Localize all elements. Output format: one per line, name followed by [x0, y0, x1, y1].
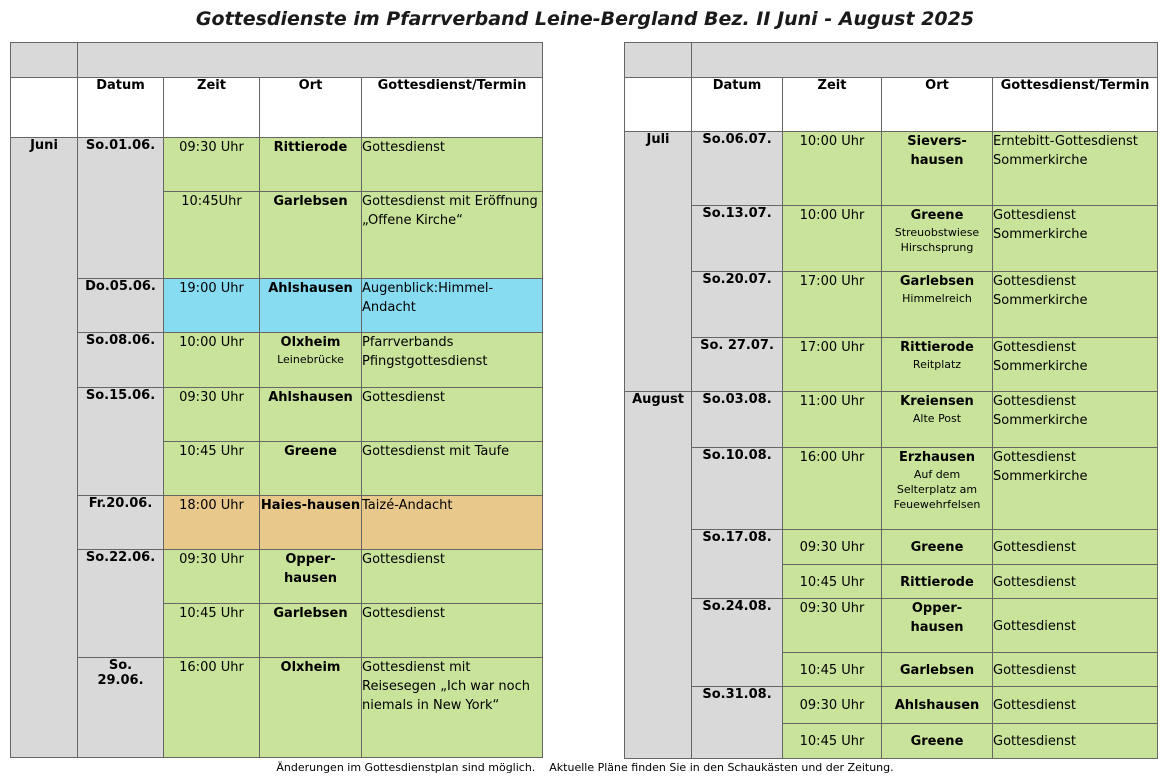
date-cell: So.13.07. — [692, 206, 783, 272]
time-cell: 11:00 Uhr — [783, 392, 882, 448]
service-cell: Gottesdienst — [993, 530, 1158, 565]
place-cell — [260, 550, 362, 604]
month-header-cell — [11, 78, 78, 138]
time-cell: 19:00 Uhr — [164, 279, 260, 333]
place-cell — [882, 338, 993, 392]
place-cell — [882, 392, 993, 448]
column-header-ort: Ort — [882, 78, 993, 132]
service-cell: Gottesdienst — [362, 550, 543, 604]
date-cell: So.15.06. — [78, 388, 164, 496]
time-cell: 10:45 Uhr — [783, 724, 882, 759]
header-spacer-cell — [11, 43, 78, 78]
table-row — [11, 279, 543, 333]
schedule-table-june — [10, 42, 543, 758]
place-name: Greene — [910, 208, 964, 223]
month-header-cell — [625, 78, 692, 132]
date-cell: So.03.08. — [692, 392, 783, 448]
service-cell: Gottesdienst Sommerkirche — [993, 448, 1158, 530]
service-cell: Gottesdienst — [993, 565, 1158, 599]
table-row — [625, 599, 1158, 653]
service-cell: Augenblick:Himmel-Andacht — [362, 279, 543, 333]
service-cell: Gottesdienst Sommerkirche — [993, 338, 1158, 392]
place-name: Olxheim — [280, 335, 341, 350]
place-cell — [882, 599, 993, 653]
time-cell: 10:45 Uhr — [783, 565, 882, 599]
service-cell: Pfarrverbands Pfingstgottesdienst — [362, 333, 543, 388]
page-title: Gottesdienste im Pfarrverband Leine-Bergland Bez. II Juni - August 2025 — [195, 8, 975, 30]
place-detail: Auf dem Selterplatz am Feuewehrfelsen — [893, 468, 981, 511]
place-cell — [260, 279, 362, 333]
time-cell: 10:45 Uhr — [164, 442, 260, 496]
place-name: Garlebsen — [899, 663, 975, 678]
column-header-zeit: Zeit — [783, 78, 882, 132]
column-header-termin: Gottesdienst/Termin — [993, 78, 1158, 132]
place-cell — [882, 272, 993, 338]
time-cell: 10:00 Uhr — [783, 132, 882, 206]
time-cell: 10:45Uhr — [164, 192, 260, 279]
service-cell: Taizé-Andacht — [362, 496, 543, 550]
date-cell: So. 29.06. — [78, 658, 164, 758]
time-cell: 16:00 Uhr — [783, 448, 882, 530]
time-cell: 09:30 Uhr — [164, 138, 260, 192]
service-cell: Gottesdienst mit Reisesegen „Ich war noch niemals in New York“ — [362, 658, 543, 758]
table-row — [11, 658, 543, 758]
header-spacer-row — [625, 43, 1158, 78]
service-cell: Gottesdienst Sommerkirche — [993, 206, 1158, 272]
time-cell: 09:30 Uhr — [164, 388, 260, 442]
place-name: Ahlshausen — [268, 281, 353, 296]
date-cell: Do.05.06. — [78, 279, 164, 333]
place-name: Haies-hausen — [260, 498, 361, 513]
place-name: Erzhausen — [899, 450, 975, 465]
table-row — [625, 132, 1158, 206]
month-cell: August — [625, 392, 692, 759]
table-row — [11, 138, 543, 192]
table-row — [11, 333, 543, 388]
place-cell — [260, 496, 362, 550]
time-cell: 10:45 Uhr — [164, 604, 260, 658]
place-name: Olxheim — [280, 660, 341, 675]
place-name: Garlebsen — [899, 274, 975, 289]
date-cell: So.08.06. — [78, 333, 164, 388]
place-name: Ahlshausen — [894, 698, 980, 713]
place-cell — [882, 206, 993, 272]
schedule-table-july-august — [624, 42, 1158, 759]
service-cell: Gottesdienst — [362, 604, 543, 658]
place-name: Garlebsen — [273, 606, 348, 621]
column-header-zeit: Zeit — [164, 78, 260, 138]
date-cell: So.31.08. — [692, 687, 783, 759]
place-name: Rittierode — [273, 140, 348, 155]
header-spacer-cell — [692, 43, 1158, 78]
date-cell: So. 27.07. — [692, 338, 783, 392]
time-cell: 16:00 Uhr — [164, 658, 260, 758]
place-cell — [260, 604, 362, 658]
time-cell: 09:30 Uhr — [164, 550, 260, 604]
place-detail: Leinebrücke — [277, 353, 344, 366]
place-cell — [260, 658, 362, 758]
service-cell: Erntebitt-Gottesdienst Sommerkirche — [993, 132, 1158, 206]
place-name: Rittierode — [900, 575, 974, 590]
column-header-datum: Datum — [78, 78, 164, 138]
place-name: Ahlshausen — [268, 390, 353, 405]
column-header-termin: Gottesdienst/Termin — [362, 78, 543, 138]
time-cell: 17:00 Uhr — [783, 272, 882, 338]
place-detail: Himmelreich — [902, 292, 972, 305]
place-name: Greene — [284, 444, 337, 459]
service-cell: Gottesdienst mit Taufe — [362, 442, 543, 496]
table-row — [625, 530, 1158, 565]
place-cell — [882, 724, 993, 759]
time-cell: 09:30 Uhr — [783, 599, 882, 653]
date-cell: So.06.07. — [692, 132, 783, 206]
place-name: Greene — [910, 540, 964, 555]
place-cell — [882, 653, 993, 687]
date-cell: So.20.07. — [692, 272, 783, 338]
place-cell — [882, 530, 993, 565]
header-spacer-row — [11, 43, 543, 78]
table-row — [625, 392, 1158, 448]
month-cell: Juli — [625, 132, 692, 392]
service-cell: Gottesdienst — [993, 599, 1158, 653]
date-cell: So.22.06. — [78, 550, 164, 658]
date-cell: So.01.06. — [78, 138, 164, 279]
service-cell: Gottesdienst — [362, 388, 543, 442]
service-cell: Gottesdienst Sommerkirche — [993, 392, 1158, 448]
place-detail: Reitplatz — [912, 358, 962, 371]
place-name: Opper-hausen — [283, 552, 338, 586]
place-cell — [882, 565, 993, 599]
service-cell: Gottesdienst — [993, 724, 1158, 759]
header-spacer-cell — [625, 43, 692, 78]
place-name: Opper-hausen — [910, 601, 964, 635]
time-cell: 18:00 Uhr — [164, 496, 260, 550]
place-name: Sievers-hausen — [907, 134, 967, 168]
table-row — [625, 448, 1158, 530]
table-row — [625, 338, 1158, 392]
time-cell: 10:00 Uhr — [164, 333, 260, 388]
date-cell: So.24.08. — [692, 599, 783, 687]
time-cell: 17:00 Uhr — [783, 338, 882, 392]
table-row — [625, 687, 1158, 724]
date-cell: So.10.08. — [692, 448, 783, 530]
place-cell — [260, 333, 362, 388]
table-row — [625, 206, 1158, 272]
table-row — [11, 550, 543, 604]
service-cell: Gottesdienst mit Eröffnung „Offene Kirche“ — [362, 192, 543, 279]
place-detail: Streuobstwiese Hirschsprung — [894, 226, 980, 254]
place-detail: Alte Post — [912, 412, 962, 425]
date-cell: Fr.20.06. — [78, 496, 164, 550]
place-cell — [260, 138, 362, 192]
place-cell — [260, 388, 362, 442]
service-cell: Gottesdienst — [362, 138, 543, 192]
month-cell: Juni — [11, 138, 78, 758]
column-header-row — [625, 78, 1158, 132]
place-cell — [882, 448, 993, 530]
footer-note: Änderungen im Gottesdienstplan sind möglich. Aktuelle Pläne finden Sie in den Schaukästen und der Zeitung. — [276, 761, 894, 774]
place-cell — [260, 192, 362, 279]
column-header-datum: Datum — [692, 78, 783, 132]
column-header-row — [11, 78, 543, 138]
service-cell: Gottesdienst — [993, 653, 1158, 687]
table-row — [11, 388, 543, 442]
header-spacer-cell — [78, 43, 543, 78]
date-cell: So.17.08. — [692, 530, 783, 599]
place-cell — [260, 442, 362, 496]
place-name: Greene — [910, 734, 964, 749]
time-cell: 09:30 Uhr — [783, 687, 882, 724]
time-cell: 10:45 Uhr — [783, 653, 882, 687]
place-name: Kreiensen — [900, 394, 974, 409]
place-cell — [882, 687, 993, 724]
table-row — [11, 496, 543, 550]
time-cell: 10:00 Uhr — [783, 206, 882, 272]
place-cell — [882, 132, 993, 206]
time-cell: 09:30 Uhr — [783, 530, 882, 565]
place-name: Rittierode — [900, 340, 974, 355]
service-cell: Gottesdienst Sommerkirche — [993, 272, 1158, 338]
place-name: Garlebsen — [273, 194, 348, 209]
column-header-ort: Ort — [260, 78, 362, 138]
table-row — [625, 272, 1158, 338]
service-cell: Gottesdienst — [993, 687, 1158, 724]
